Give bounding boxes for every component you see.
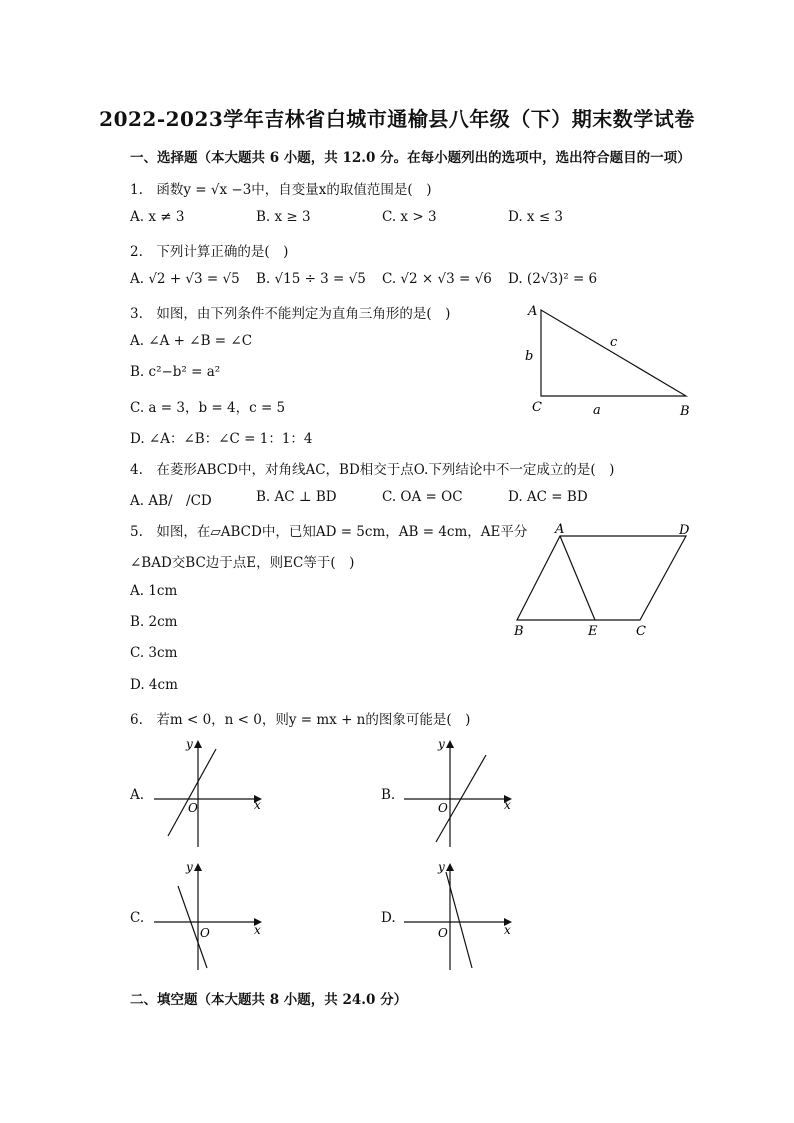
question-2-stem: 2. 下列计算正确的是( ) [130, 244, 289, 260]
q1-option-d[interactable]: D. x ≤ 3 [508, 209, 564, 225]
q2-option-c[interactable]: C. √2 × √3 = √6 [382, 271, 492, 287]
q5-option-b[interactable]: B. 2cm [130, 614, 178, 630]
q4-option-c[interactable]: C. OA = OC [382, 489, 463, 505]
q3-option-d[interactable]: D. ∠A：∠B：∠C = 1：1：4 [130, 431, 313, 447]
origin-label: O [438, 801, 448, 815]
q4-option-b[interactable]: B. AC ⊥ BD [256, 489, 337, 505]
graph-option-b[interactable] [400, 735, 520, 850]
parallelogram-shape [517, 536, 686, 620]
para-label-e: E [588, 624, 598, 639]
para-label-a: A [555, 522, 565, 537]
page-title: 2022-2023学年吉林省白城市通榆县八年级（下）期末数学试卷 [99, 107, 695, 131]
q3-option-a[interactable]: A. ∠A + ∠B = ∠C [130, 333, 253, 349]
triangle-label-c-vertex: C [532, 400, 542, 415]
para-label-c: C [636, 624, 646, 639]
q3-option-b[interactable]: B. c²−b² = a² [130, 364, 221, 380]
axis-x-label: x [504, 798, 511, 812]
question-1-stem: 1. 函数y = √x −3中，自变量x的取值范围是( ) [130, 182, 432, 198]
right-triangle-shape [541, 310, 686, 396]
question-5-stem: 5. 如图，在▱ABCD中，已知AD = 5cm，AB = 4cm，AE平分 [130, 524, 528, 540]
q6-option-d[interactable]: D. [381, 910, 396, 926]
axis-x-label: x [254, 923, 261, 937]
graph-a-line [168, 749, 216, 836]
section-2-header: 二、填空题（本大题共 8 小题，共 24.0 分） [130, 992, 408, 1008]
q3-option-c[interactable]: C. a = 3，b = 4，c = 5 [130, 400, 286, 416]
q6-option-a[interactable]: A. [130, 787, 145, 803]
axis-y-label: y [186, 860, 193, 874]
para-label-d: D [679, 523, 690, 538]
axis-y-label: y [438, 737, 445, 751]
q2-option-b[interactable]: B. √15 ÷ 3 = √5 [256, 271, 366, 287]
question-5-stem-line2: ∠BAD交BC边于点E，则EC等于( ) [130, 555, 355, 571]
q1-option-c[interactable]: C. x > 3 [382, 209, 437, 225]
triangle-figure [520, 298, 700, 424]
q4-option-a[interactable]: A. AB/ /CD [130, 493, 212, 509]
bisector-ae-line [560, 536, 595, 620]
triangle-label-side-a: a [593, 403, 601, 418]
origin-label: O [438, 926, 448, 940]
axis-x-label: x [254, 798, 261, 812]
q1-option-a[interactable]: A. x ≠ 3 [130, 209, 185, 225]
q5-option-d[interactable]: D. 4cm [130, 677, 178, 693]
q5-option-a[interactable]: A. 1cm [130, 583, 178, 599]
q6-option-b[interactable]: B. [381, 787, 396, 803]
question-3-stem: 3. 如图，由下列条件不能判定为直角三角形的是( ) [130, 306, 451, 322]
q6-option-c[interactable]: C. [130, 910, 145, 926]
axis-y-label: y [186, 737, 193, 751]
section-1-header: 一、选择题（本大题共 6 小题，共 12.0 分。在每小题列出的选项中，选出符合题目的一项） [130, 150, 691, 166]
triangle-label-b-vertex: B [680, 404, 690, 419]
q5-option-c[interactable]: C. 3cm [130, 645, 178, 661]
q2-option-d[interactable]: D. (2√3)² = 6 [508, 271, 598, 287]
graph-option-c[interactable] [150, 858, 270, 973]
origin-label: O [188, 801, 198, 815]
graph-option-a[interactable] [150, 735, 270, 850]
parallelogram-figure [505, 518, 705, 643]
question-4-stem: 4. 在菱形ABCD中，对角线AC，BD相交于点O.下列结论中不一定成立的是( ) [130, 462, 615, 478]
q1-option-b[interactable]: B. x ≥ 3 [256, 209, 311, 225]
triangle-label-a-vertex: A [528, 304, 538, 319]
triangle-label-side-b: b [525, 349, 534, 364]
question-6-stem: 6. 若m < 0，n < 0，则y = mx + n的图象可能是( ) [130, 712, 471, 728]
q2-option-a[interactable]: A. √2 + √3 = √5 [130, 271, 240, 287]
axis-x-label: x [504, 923, 511, 937]
origin-label: O [200, 926, 210, 940]
q4-option-d[interactable]: D. AC = BD [508, 489, 588, 505]
para-label-b: B [514, 624, 524, 639]
triangle-label-side-c: c [610, 335, 618, 350]
axis-y-label: y [438, 860, 445, 874]
graph-option-d[interactable] [400, 858, 520, 973]
